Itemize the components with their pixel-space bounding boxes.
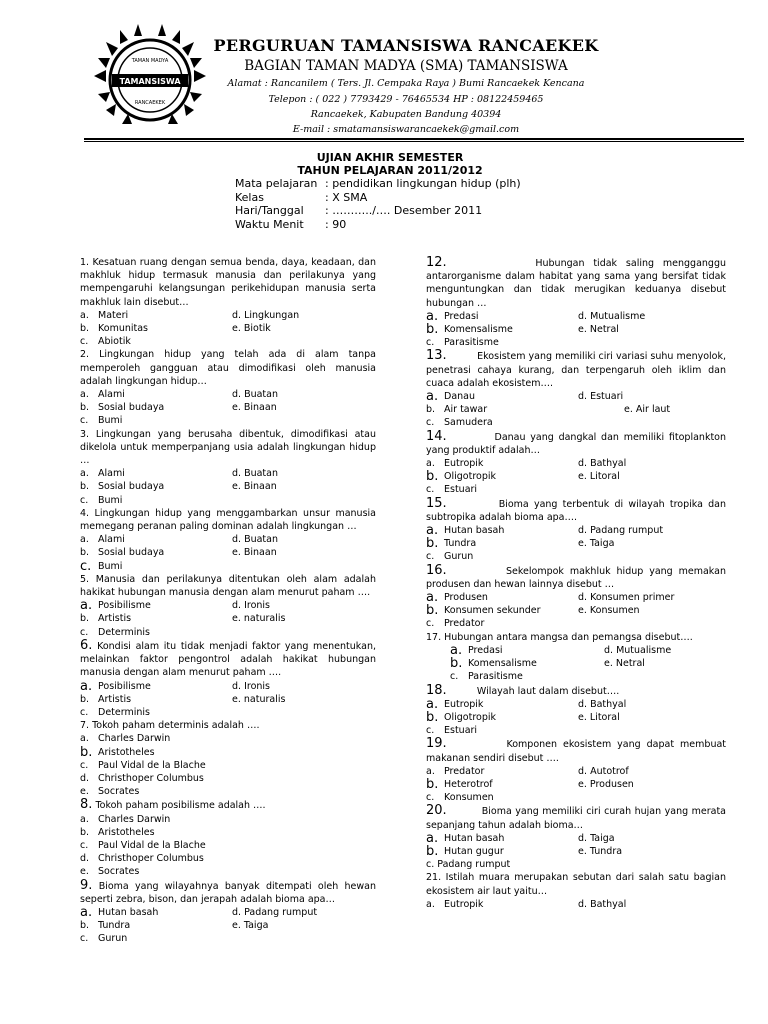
question-13 bbox=[426, 349, 726, 390]
option: Hutan gugur bbox=[444, 845, 504, 857]
options-20 bbox=[426, 832, 726, 858]
opt-letter: c. bbox=[426, 551, 435, 563]
opt-letter: d. bbox=[80, 772, 90, 784]
option: d. Padang rumput bbox=[232, 906, 318, 918]
opt-letter: b. bbox=[426, 469, 439, 485]
opt-letter: c. bbox=[426, 725, 435, 737]
option: Samudera bbox=[444, 417, 493, 429]
opt-letter: b. bbox=[426, 536, 439, 552]
option: Parasitisme bbox=[468, 671, 523, 683]
option: Artistis bbox=[98, 693, 132, 705]
option: e. Taiga bbox=[232, 920, 269, 932]
option: d. Konsumen primer bbox=[578, 592, 675, 604]
opt-letter: c. bbox=[80, 336, 89, 348]
option: Predasi bbox=[468, 644, 503, 656]
option: Oligotropik bbox=[444, 471, 497, 483]
question-text: Bioma yang wilayahnya banyak ditempati oleh hewan seperti zebra, bison, dan jerapah adalah bioma apa… bbox=[80, 880, 376, 905]
opt-letter: b. bbox=[450, 656, 463, 672]
opt-letter: c. bbox=[80, 839, 89, 851]
options-8 bbox=[80, 813, 376, 879]
opt-letter: c. bbox=[426, 792, 435, 804]
option: Eutropik bbox=[444, 698, 484, 710]
option: Artistis bbox=[98, 613, 132, 625]
opt-letter: b. bbox=[426, 603, 439, 619]
exam-year: TAHUN PELAJARAN 2011/2012 bbox=[297, 164, 483, 177]
option: Parasitisme bbox=[444, 337, 499, 349]
option: e. Binaan bbox=[232, 402, 277, 414]
opt-letter: a. bbox=[80, 904, 93, 920]
options-7 bbox=[80, 732, 376, 798]
option: Sosial budaya bbox=[98, 481, 165, 493]
option: d. Bathyal bbox=[578, 458, 627, 470]
question-text: Ekosistem yang memiliki ciri variasi suhu menyolok, penetrasi cahaya kurang, dan terpengaruh oleh iklim dan cuaca adalah ekosistem…. bbox=[426, 351, 726, 389]
info-label: Hari/Tanggal bbox=[235, 204, 304, 217]
options-15 bbox=[426, 524, 726, 564]
options-6 bbox=[80, 680, 376, 720]
question-text: Hubungan tidak saling mengganggu antarorganisme dalam habitat yang sama yang bersifat tidak menguntungkan dan tidak merugikan keduanya disebut hubungan … bbox=[426, 258, 726, 309]
options-1 bbox=[80, 309, 376, 349]
opt-letter: c. bbox=[80, 759, 89, 771]
exam-info bbox=[235, 177, 521, 231]
option: d. Bathyal bbox=[578, 698, 627, 710]
svg-text:TAMANSISWA: TAMANSISWA bbox=[119, 77, 181, 86]
option: Aristotheles bbox=[98, 826, 155, 838]
question-3: 3. Lingkungan yang berusaha dibentuk, dimodifikasi atau dikelola untuk memperpanjang usia adalah lingkungan hidup … bbox=[80, 428, 376, 467]
info-row bbox=[235, 191, 521, 205]
opt-letter: b. bbox=[426, 709, 439, 725]
info-value: : 90 bbox=[325, 217, 347, 231]
option: Eutropik bbox=[444, 898, 484, 910]
school-address: Alamat : Rancanilem ( Ters. Jl. Cempaka Raya ) Bumi Rancaekek Kencana bbox=[227, 78, 585, 89]
question-2: 2. Lingkungan hidup yang telah ada di alam tanpa memperoleh gangguan atau dimodifikasi oleh manusia adalah lingkungan hidup… bbox=[80, 349, 376, 387]
opt-letter: d. bbox=[80, 853, 90, 865]
opt-letter: a. bbox=[426, 590, 439, 606]
opt-letter: a. bbox=[80, 678, 93, 694]
opt-letter: c. bbox=[80, 933, 89, 945]
question-number: 19. bbox=[426, 736, 447, 752]
question-20 bbox=[426, 804, 726, 831]
option: Sosial budaya bbox=[98, 402, 165, 414]
option: e. Biotik bbox=[232, 323, 271, 335]
option: e. Litoral bbox=[578, 711, 620, 723]
question-text: Komponen ekosistem yang dapat membuat makanan sendiri disebut …. bbox=[426, 739, 727, 764]
opt-letter: a. bbox=[426, 765, 435, 777]
question-number: 6. bbox=[80, 637, 93, 653]
options-16 bbox=[426, 591, 726, 631]
left-column bbox=[80, 256, 376, 946]
question-17: 17. Hubungan antara mangsa dan pemangsa disebut…. bbox=[426, 631, 693, 643]
opt-letter: b. bbox=[80, 323, 90, 335]
question-number: 9. bbox=[80, 877, 93, 893]
option: Komunitas bbox=[98, 323, 149, 335]
question-number: 13. bbox=[426, 348, 447, 364]
question-number: 20. bbox=[426, 803, 447, 819]
option: Hutan basah bbox=[98, 906, 159, 918]
option: Sosial budaya bbox=[98, 547, 165, 559]
option: Komensalisme bbox=[468, 658, 537, 670]
question-8 bbox=[80, 798, 376, 812]
options-2 bbox=[80, 388, 376, 428]
question-18 bbox=[426, 684, 726, 698]
option: Charles Darwin bbox=[98, 733, 171, 745]
option: Oligotropik bbox=[444, 711, 497, 723]
option: Komensalisme bbox=[444, 324, 513, 336]
question-14 bbox=[426, 430, 726, 457]
option: d. Mutualisme bbox=[578, 310, 646, 322]
opt-letter: a. bbox=[426, 458, 435, 470]
option: e. naturalis bbox=[232, 613, 286, 625]
option: Konsumen sekunder bbox=[444, 605, 541, 617]
opt-letter: a. bbox=[426, 523, 439, 539]
opt-letter: a. bbox=[80, 468, 89, 480]
option: Gurun bbox=[444, 551, 474, 563]
info-row bbox=[235, 177, 521, 191]
right-column bbox=[426, 256, 726, 911]
school-logo bbox=[86, 22, 214, 132]
option: Christhoper Columbus bbox=[98, 853, 204, 865]
option: Bumi bbox=[98, 494, 123, 506]
opt-letter: b. bbox=[80, 402, 90, 414]
option: Hutan basah bbox=[444, 525, 505, 537]
option: Posibilisme bbox=[98, 680, 151, 692]
question-5: 5. Manusia dan perilakunya ditentukan oleh alam adalah hakikat hubungan manusia dengan alam menurut paham …. bbox=[80, 573, 376, 599]
opt-letter: a. bbox=[426, 308, 439, 324]
option: d. Ironis bbox=[232, 680, 270, 692]
opt-letter: b. bbox=[80, 744, 93, 760]
option: Air tawar bbox=[444, 404, 488, 416]
question-9 bbox=[80, 879, 376, 906]
opt-letter: e. bbox=[80, 786, 89, 798]
school-division: BAGIAN TAMAN MADYA (SMA) TAMANSISWA bbox=[244, 58, 568, 74]
option: d. Buatan bbox=[232, 468, 278, 480]
option: Eutropik bbox=[444, 458, 484, 470]
option: Bumi bbox=[98, 560, 123, 572]
question-text: Bioma yang terbentuk di wilayah tropika dan subtropika adalah bioma apa…. bbox=[426, 498, 727, 523]
opt-letter: b. bbox=[80, 693, 90, 705]
option: e. Netral bbox=[578, 324, 619, 336]
info-value: : pendidikan lingkungan hidup (plh) bbox=[325, 177, 521, 190]
school-city: Rancaekek, Kabupaten Bandung 40394 bbox=[310, 109, 502, 120]
option: e. Produsen bbox=[578, 778, 634, 790]
option: Aristotheles bbox=[98, 746, 155, 758]
option: d. Ironis bbox=[232, 600, 270, 612]
option: d. Buatan bbox=[232, 534, 278, 546]
option: Produsen bbox=[444, 592, 488, 604]
option: Posibilisme bbox=[98, 600, 151, 612]
option: Heterotrof bbox=[444, 778, 493, 790]
opt-letter: e. bbox=[80, 866, 89, 878]
option: e. Binaan bbox=[232, 547, 277, 559]
question-number: 18. bbox=[426, 682, 447, 698]
opt-letter: a. bbox=[80, 813, 89, 825]
info-row bbox=[235, 204, 521, 218]
options-17 bbox=[426, 644, 726, 684]
opt-letter: a. bbox=[80, 309, 89, 321]
options-13 bbox=[426, 390, 726, 430]
option: e. Litoral bbox=[578, 471, 620, 483]
opt-letter: a. bbox=[80, 389, 89, 401]
question-text: Tokoh paham posibilisme adalah …. bbox=[95, 800, 266, 812]
header-rule-thin bbox=[84, 141, 744, 142]
option: e. Tundra bbox=[578, 845, 623, 857]
option: Konsumen bbox=[444, 792, 494, 804]
opt-letter: a. bbox=[80, 534, 89, 546]
opt-letter: a. bbox=[426, 898, 435, 910]
option: e. naturalis bbox=[232, 693, 286, 705]
option: Abiotik bbox=[98, 336, 131, 348]
info-label: Kelas bbox=[235, 190, 264, 204]
question-number: 8. bbox=[80, 797, 93, 813]
opt-letter: c. bbox=[80, 558, 92, 574]
option: d. Autotrof bbox=[578, 765, 629, 777]
option: Socrates bbox=[98, 866, 140, 878]
question-text: Kondisi alam itu tidak menjadi faktor yang menentukan, melainkan faktor pengontrol adalah hakikat hubungan manusia dengan alam menurut paham …. bbox=[80, 640, 376, 679]
option: Gurun bbox=[98, 933, 128, 945]
svg-text:RANCAEKEK: RANCAEKEK bbox=[134, 100, 166, 106]
options-18 bbox=[426, 698, 726, 738]
header-rule bbox=[84, 138, 744, 140]
opt-letter: b. bbox=[426, 404, 436, 416]
option: c. Padang rumput bbox=[426, 859, 511, 871]
opt-letter: c. bbox=[426, 337, 435, 349]
question-7: 7. Tokoh paham determinis adalah …. bbox=[80, 720, 260, 732]
option: d. Estuari bbox=[578, 391, 624, 403]
exam-title: UJIAN AKHIR SEMESTER bbox=[316, 151, 464, 164]
option: Christhoper Columbus bbox=[98, 772, 204, 784]
options-12 bbox=[426, 310, 726, 350]
opt-letter: c. bbox=[450, 671, 459, 683]
question-16 bbox=[426, 564, 726, 591]
option: e. Netral bbox=[604, 658, 645, 670]
option: d. Padang rumput bbox=[578, 525, 664, 537]
question-12 bbox=[426, 256, 726, 310]
question-text: Danau yang dangkal dan memiliki fitoplankton yang produktif adalah… bbox=[426, 431, 726, 456]
question-6 bbox=[80, 639, 376, 680]
opt-letter: a. bbox=[80, 598, 93, 614]
info-row bbox=[235, 218, 521, 232]
question-number: 12. bbox=[426, 255, 447, 270]
opt-letter: b. bbox=[426, 776, 439, 792]
options-5 bbox=[80, 599, 376, 639]
opt-letter: b. bbox=[426, 322, 439, 338]
question-text: Sekelompok makhluk hidup yang memakan produsen dan hewan lainnya disebut … bbox=[426, 565, 726, 590]
option: d. Lingkungan bbox=[232, 309, 300, 321]
options-4 bbox=[80, 533, 376, 573]
question-19 bbox=[426, 737, 726, 764]
opt-letter: a. bbox=[80, 733, 89, 745]
option: d. Buatan bbox=[232, 389, 278, 401]
question-text: Bioma yang memiliki ciri curah hujan yang merata sepanjang tahun adalah bioma… bbox=[426, 806, 727, 831]
options-3 bbox=[80, 467, 376, 507]
option: Predasi bbox=[444, 310, 479, 322]
svg-text:TAMAN MADYA: TAMAN MADYA bbox=[131, 58, 169, 64]
opt-letter: b. bbox=[426, 843, 439, 859]
option: Socrates bbox=[98, 786, 140, 798]
school-email: E-mail : smatamansiswarancaekek@gmail.com bbox=[292, 124, 520, 135]
opt-letter: b. bbox=[80, 613, 90, 625]
school-phone: Telepon : ( 022 ) 7793429 - 76465534 HP : 08122459465 bbox=[268, 94, 544, 105]
opt-letter: a. bbox=[450, 642, 463, 658]
question-number: 16. bbox=[426, 562, 447, 578]
option: e. Air laut bbox=[624, 404, 671, 416]
option: Bumi bbox=[98, 415, 123, 427]
school-name: PERGURUAN TAMANSISWA RANCAEKEK bbox=[213, 36, 599, 55]
question-text: Wilayah laut dalam disebut…. bbox=[476, 685, 620, 697]
option: Tundra bbox=[98, 920, 131, 932]
question-15 bbox=[426, 497, 726, 524]
option: Alami bbox=[98, 389, 125, 401]
option: Determinis bbox=[98, 706, 150, 718]
opt-letter: c. bbox=[80, 706, 89, 718]
option: Estuari bbox=[444, 484, 478, 496]
option: Hutan basah bbox=[444, 832, 505, 844]
option: Estuari bbox=[444, 725, 478, 737]
option: Alami bbox=[98, 534, 125, 546]
opt-letter: c. bbox=[80, 494, 89, 506]
option: e. Taiga bbox=[578, 538, 615, 550]
question-21: 21. Istilah muara merupakan sebutan dari salah satu bagian ekosistem air laut yaitu… bbox=[426, 872, 726, 897]
option: d. Bathyal bbox=[578, 898, 627, 910]
opt-letter: c. bbox=[80, 415, 89, 427]
option: Charles Darwin bbox=[98, 813, 171, 825]
question-1: 1. Kesatuan ruang dengan semua benda, daya, keadaan, dan makhluk hidup termasuk manusia dan perilakunya yang mempengaruhi kelangsungan perikehidupan manusia serta makhluk lain disebut… bbox=[80, 257, 376, 308]
options-14 bbox=[426, 457, 726, 497]
option: d. Taiga bbox=[578, 832, 615, 844]
opt-letter: b. bbox=[80, 481, 90, 493]
opt-letter: c. bbox=[80, 626, 89, 638]
option: e. Konsumen bbox=[578, 605, 640, 617]
opt-letter: b. bbox=[80, 826, 90, 838]
option: Tundra bbox=[444, 538, 477, 550]
option: Materi bbox=[98, 309, 129, 321]
option: e. Binaan bbox=[232, 481, 277, 493]
option: Alami bbox=[98, 468, 125, 480]
opt-letter: b. bbox=[80, 547, 90, 559]
question-number: 15. bbox=[426, 495, 447, 511]
option: Danau bbox=[444, 391, 476, 403]
option: Determinis bbox=[98, 626, 150, 638]
opt-letter: c. bbox=[426, 417, 435, 429]
question-4: 4. Lingkungan hidup yang menggambarkan unsur manusia memegang peranan paling dominan adalah lingkungan … bbox=[80, 507, 376, 533]
opt-letter: a. bbox=[426, 696, 439, 712]
opt-letter: a. bbox=[426, 830, 439, 846]
option: Predator bbox=[444, 618, 485, 630]
options-9 bbox=[80, 906, 376, 946]
option: Paul Vidal de la Blache bbox=[98, 759, 206, 771]
option: Predator bbox=[444, 765, 485, 777]
opt-letter: b. bbox=[80, 920, 90, 932]
options-21 bbox=[426, 898, 726, 911]
question-number: 14. bbox=[426, 428, 447, 444]
info-value: : ………../…. Desember 2011 bbox=[325, 204, 483, 217]
info-label: Mata pelajaran bbox=[235, 177, 318, 190]
option: d. Mutualisme bbox=[604, 644, 672, 656]
info-label: Waktu Menit bbox=[235, 217, 304, 231]
opt-letter: c. bbox=[426, 484, 435, 496]
opt-letter: c. bbox=[426, 618, 435, 630]
options-19 bbox=[426, 765, 726, 805]
info-value: : X SMA bbox=[325, 190, 368, 204]
opt-letter: a. bbox=[426, 389, 439, 405]
option: Paul Vidal de la Blache bbox=[98, 839, 206, 851]
